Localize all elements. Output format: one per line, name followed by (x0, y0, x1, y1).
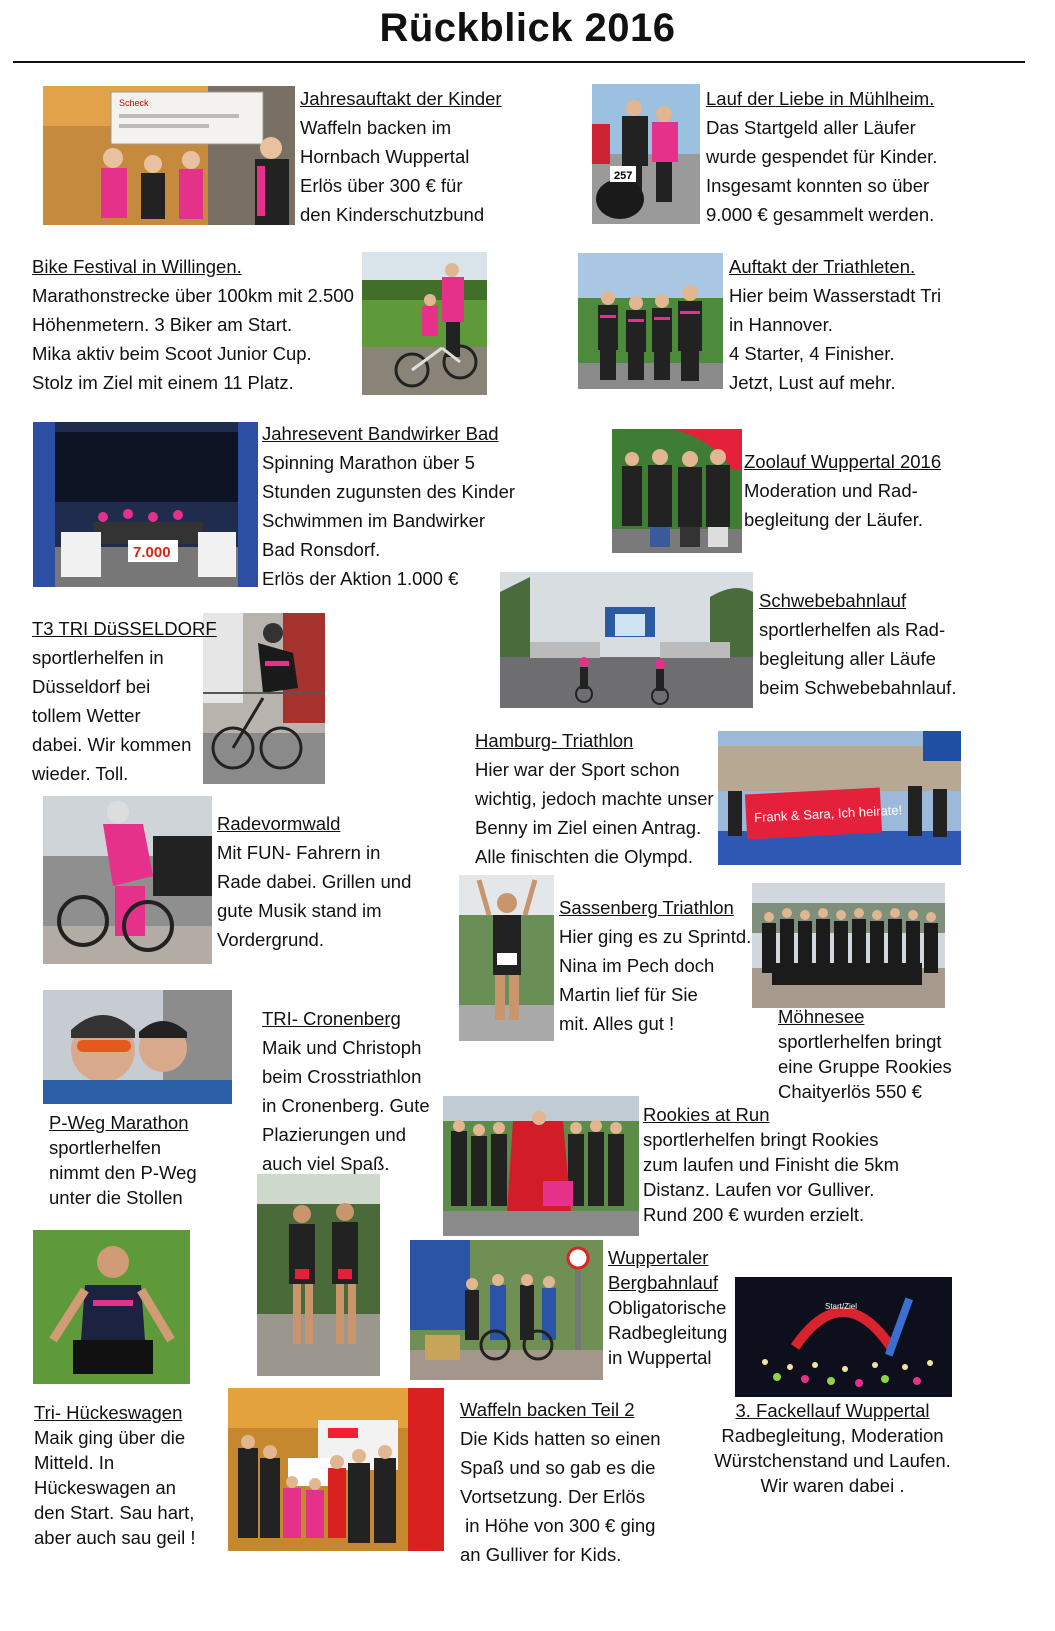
section-fackellauf: 3. Fackellauf Wuppertal Radbegleitung, Moderation Würstchenstand und Laufen. Wir waren dabei . (710, 1398, 955, 1498)
svg-text:Scheck: Scheck (119, 98, 149, 108)
section-heading: Bergbahnlauf (608, 1272, 719, 1293)
photo-hamburg-triathlon (718, 731, 961, 865)
section-tri-cronenberg: TRI- Cronenberg Maik und Christoph beim Crosstriathlon in Cronenberg. Gute Plazierungen und auch viel Spaß. (262, 1004, 430, 1178)
section-heading: Schwebebahnlauf (759, 590, 907, 611)
section-heading: Jahresevent Bandwirker Bad (262, 423, 499, 444)
section-heading: Wuppertaler (608, 1247, 709, 1268)
section-heading: TRI- Cronenberg (262, 1008, 401, 1029)
section-moehnesee: Möhnesee sportlerhelfen bringt eine Gruppe Rookies Chaityerlös 550 € (778, 1006, 952, 1102)
section-heading: Zoolauf Wuppertal 2016 (744, 451, 942, 472)
section-heading: Jahresauftakt der Kinder (300, 88, 502, 109)
photo-bergbahnlauf (410, 1240, 603, 1380)
section-heading: Bike Festival in Willingen. (32, 256, 242, 277)
section-heading: T3 TRI DüSSELDORF (32, 618, 217, 639)
photo-schwebebahnlauf (500, 572, 753, 708)
section-hamburg: Hamburg- Triathlon Hier war der Sport schon wichtig, jedoch machte unser Benny im Ziel einen Antrag. Alle finischten die Olympd. (475, 726, 714, 871)
photo-bandwirker-spinning (33, 422, 258, 587)
svg-text:7.000: 7.000 (133, 544, 171, 561)
section-heading: Möhnesee (778, 1006, 865, 1027)
section-bergbahnlauf: Wuppertaler Bergbahnlauf Obligatorische Radbegleitung in Wuppertal (608, 1247, 728, 1368)
photo-zoolauf (612, 429, 742, 553)
section-lauf-der-liebe: Lauf der Liebe in Mühlheim. Das Startgeld aller Läufer wurde gespendet für Kinder. Insgesamt konnten so über 9.000 € gesammelt werden. (706, 84, 937, 229)
photo-lauf-der-liebe (592, 84, 700, 224)
title-divider (13, 61, 1025, 63)
photo-triathleten-hannover (578, 253, 723, 389)
section-schwebebahnlauf: Schwebebahnlauf sportlerhelfen als Rad- begleitung aller Läufe beim Schwebebahnlauf. (759, 586, 956, 702)
section-jahresauftakt: Jahresauftakt der Kinder Waffeln backen im Hornbach Wuppertal Erlös über 300 € für den Kinderschutzbund (300, 84, 502, 229)
section-heading: Sassenberg Triathlon (559, 897, 734, 918)
photo-bike-festival (362, 252, 487, 395)
svg-text:Start/Ziel: Start/Ziel (825, 1302, 858, 1311)
photo-tri-hueckeswagen (33, 1230, 190, 1384)
section-waffeln-teil-2: Waffeln backen Teil 2 Die Kids hatten so einen Spaß und so gab es die Vortsetzung. Der Erlös in Höhe von 300 € ging an Gulliver for Kids. (460, 1395, 661, 1569)
section-tri-hueckeswagen: Tri- Hückeswagen Maik ging über die Mitteld. In Hückeswagen an den Start. Sau hart, aber auch sau geil ! (34, 1402, 196, 1548)
section-heading: P-Weg Marathon (49, 1112, 189, 1133)
section-heading: 3. Fackellauf Wuppertal (735, 1400, 930, 1421)
section-rookies-at-run: Rookies at Run sportlerhelfen bringt Rookies zum laufen und Finisht die 5km Distanz. Laufen vor Gulliver. Rund 200 € wurden erzielt. (643, 1104, 900, 1225)
section-heading: Radevormwald (217, 813, 341, 834)
svg-text:257: 257 (614, 170, 633, 182)
section-bike-festival: Bike Festival in Willingen. Marathonstrecke über 100km mit 2.500 Höhenmetern. 3 Biker am Start. Mika aktiv beim Scoot Junior Cup. Stolz im Ziel mit einem 11 Platz. (32, 252, 354, 397)
photo-kids-cheque (43, 86, 295, 225)
section-triathleten: Auftakt der Triathleten. Hier beim Wasserstadt Tri in Hannover. 4 Starter, 4 Finisher. Jetzt, Lust auf mehr. (729, 252, 941, 397)
section-p-weg: P-Weg Marathon sportlerhelfen nimmt den P-Weg unter die Stollen (49, 1112, 197, 1208)
photo-t3-duesseldorf (203, 613, 325, 784)
photo-moehnesee (752, 883, 945, 1008)
photo-rookies-at-run (443, 1096, 639, 1236)
section-heading: Lauf der Liebe in Mühlheim. (706, 88, 935, 109)
section-zoolauf: Zoolauf Wuppertal 2016 Moderation und Rad- begleitung der Läufer. (744, 447, 941, 534)
photo-waffeln-teil-2 (228, 1388, 444, 1551)
photo-p-weg (43, 990, 232, 1104)
section-radevormwald: Radevormwald Mit FUN- Fahrern in Rade dabei. Grillen und gute Musik stand im Vordergrund. (217, 809, 411, 954)
section-heading: Hamburg- Triathlon (475, 730, 634, 751)
section-heading: Waffeln backen Teil 2 (460, 1399, 635, 1420)
photo-tri-cronenberg (257, 1174, 380, 1376)
section-heading: Tri- Hückeswagen (34, 1402, 183, 1423)
section-heading: Auftakt der Triathleten. (729, 256, 916, 277)
section-bandwirker: Jahresevent Bandwirker Bad Spinning Marathon über 5 Stunden zugunsten des Kinder Schwimmen im Bandwirker Bad Ronsdorf. Erlös der Aktion 1.000 € (262, 419, 515, 593)
section-sassenberg: Sassenberg Triathlon Hier ging es zu Sprintd. Nina im Pech doch Martin lief für Sie mit. Alles gut ! (559, 893, 751, 1038)
page-title: Rückblick 2016 (379, 6, 676, 50)
photo-sassenberg (459, 875, 554, 1041)
section-t3-tri: T3 TRI DüSSELDORF sportlerhelfen in Düsseldorf bei tollem Wetter dabei. Wir kommen wieder. Toll. (32, 614, 217, 788)
photo-radevormwald (43, 796, 212, 964)
svg-text:Frank & Sara, Ich heirate!: Frank & Sara, Ich heirate! (753, 802, 903, 826)
section-heading: Rookies at Run (643, 1104, 770, 1125)
photo-fackellauf (735, 1277, 952, 1397)
